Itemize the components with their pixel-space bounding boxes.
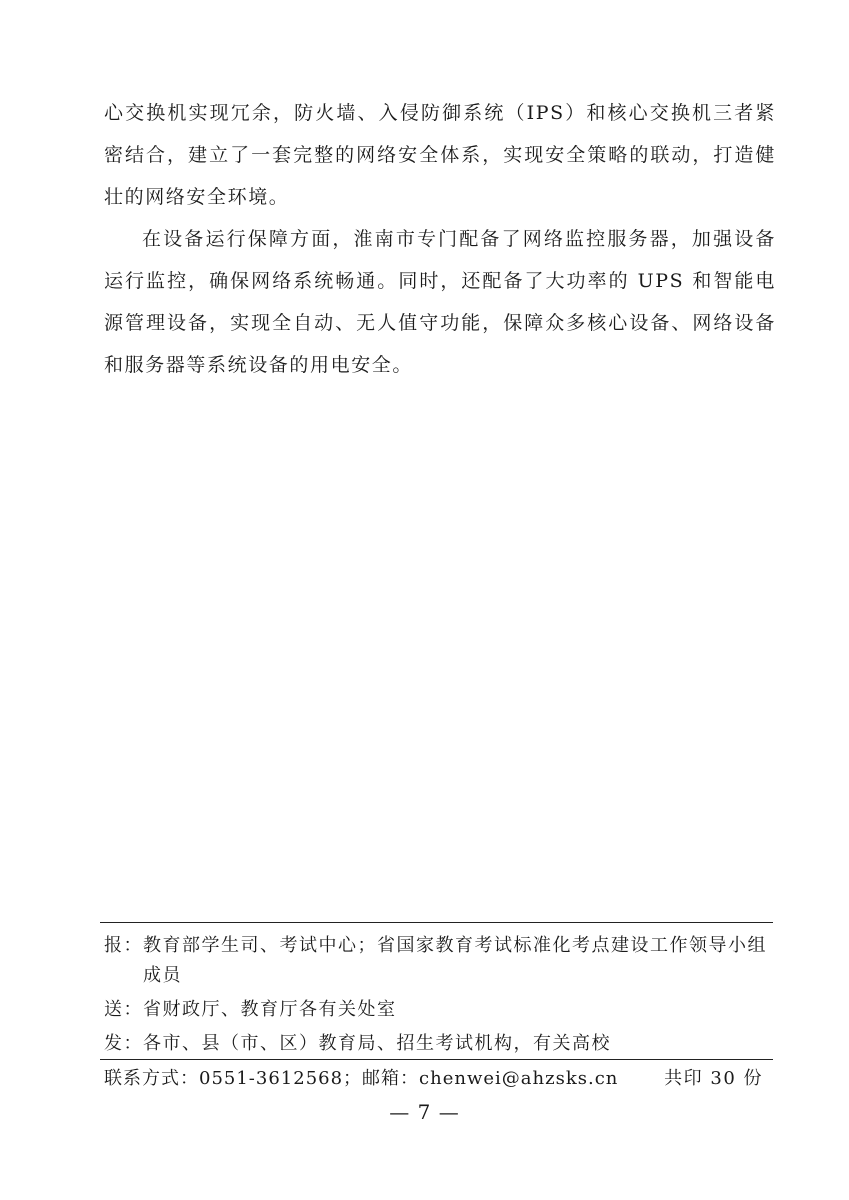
report-to-recipients: 教育部学生司、考试中心；省国家教育考试标准化考点建设工作领导小组成员: [143, 935, 767, 986]
issue-to-label: 发：: [104, 1033, 143, 1054]
contact-row: [100, 1060, 773, 1094]
print-copies: 共印 30 份: [664, 1068, 763, 1089]
report-to-line: [100, 931, 773, 991]
issue-to-line: [100, 1029, 773, 1059]
issue-to-recipients: 各市、县（市、区）教育局、招生考试机构，有关高校: [143, 1033, 611, 1054]
body-text: [104, 92, 776, 386]
page-number: — 7 —: [389, 1100, 460, 1124]
body-paragraph-1: 心交换机实现冗余，防火墙、入侵防御系统（IPS）和核心交换机三者紧密结合，建立了一套完整的网络安全体系，实现安全策略的联动，打造健壮的网络安全环境。: [104, 102, 776, 208]
body-paragraph-2: 在设备运行保障方面，淮南市专门配备了网络监控服务器，加强设备运行监控，确保网络系统畅通。同时，还配备了大功率的 UPS 和智能电源管理设备，实现全自动、无人值守功能，保障众多核心设备、网络设备和服务器等系统设备的用电安全。: [104, 228, 776, 376]
top-rule: [100, 922, 773, 923]
distribution-block: [100, 922, 773, 1094]
contact-info: 联系方式：0551-3612568；邮箱：chenwei@ahzsks.cn: [104, 1068, 619, 1089]
send-to-line: [100, 995, 773, 1025]
send-to-recipients: 省财政厅、教育厅各有关处室: [143, 999, 397, 1020]
send-to-label: 送：: [104, 999, 143, 1020]
report-to-label: 报：: [104, 935, 143, 956]
